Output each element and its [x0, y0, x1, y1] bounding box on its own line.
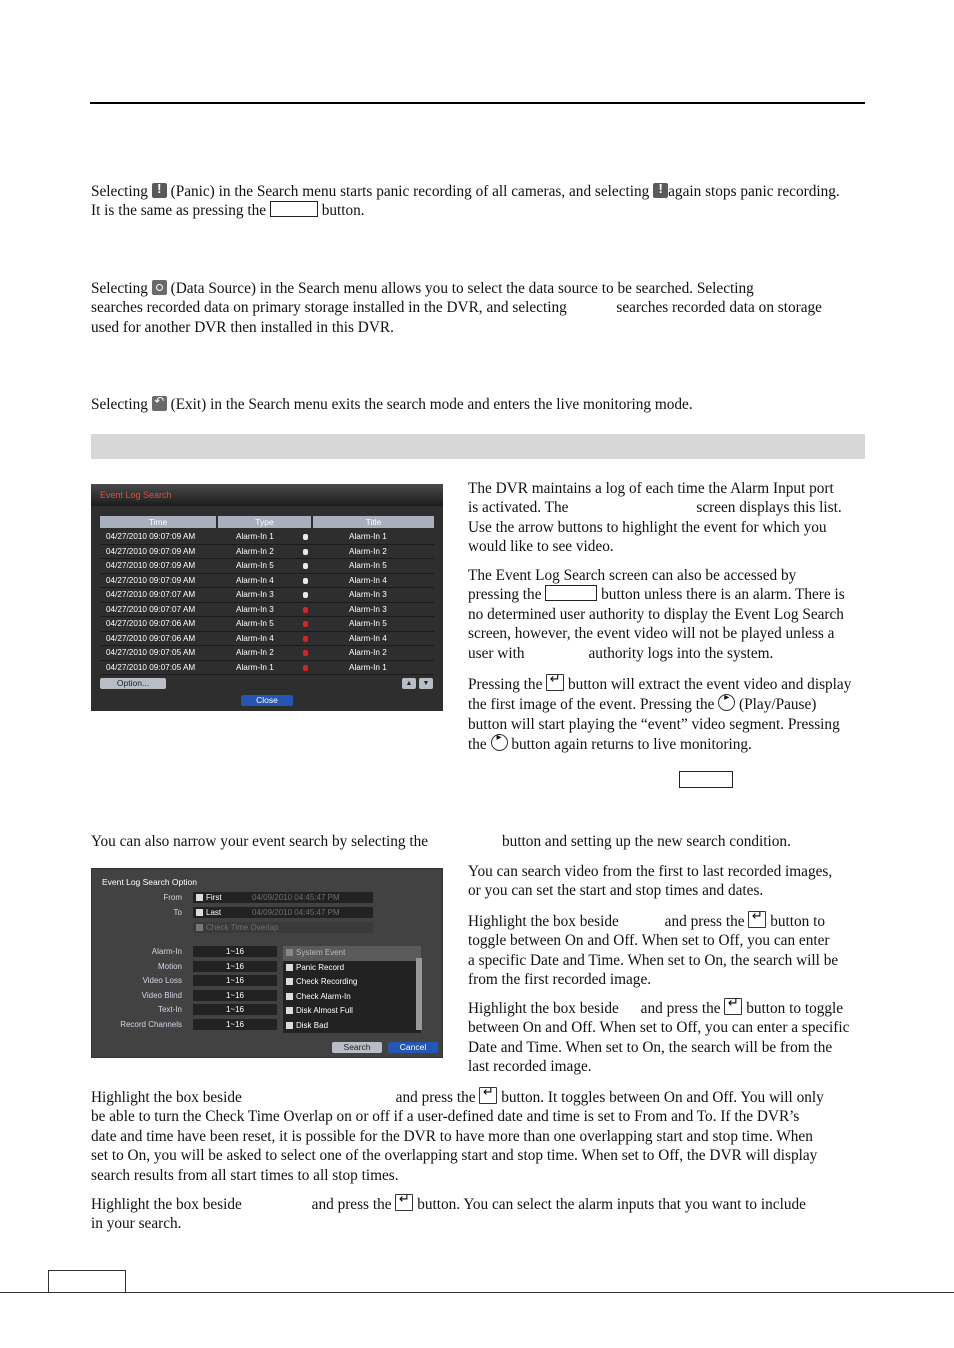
- data-source-text: searches recorded data on primary storage installed in the DVR, and selecting: [91, 299, 567, 317]
- event-flag-icon: [303, 607, 308, 613]
- event-flag-icon: [303, 665, 308, 671]
- section-heading-band: [91, 434, 865, 459]
- event-title: Alarm-In 3: [349, 590, 387, 599]
- scroll-down-button[interactable]: ▼: [419, 678, 433, 689]
- system-event-item[interactable]: [283, 1004, 421, 1019]
- event-title: Alarm-In 5: [349, 619, 387, 628]
- text-line: and press the: [395, 1089, 476, 1106]
- text-line: is activated. The: [468, 499, 569, 517]
- enter-icon: [748, 911, 766, 928]
- play-pause-icon: [491, 734, 508, 751]
- text-line: button and setting up the new search condition.: [502, 833, 791, 850]
- text-line: a specific Date and Time. When set to On, the search will be: [468, 951, 839, 969]
- event-label: Check Alarm-In: [296, 991, 351, 1001]
- to-datetime[interactable]: 04/09/2010 04:45:47 PM: [252, 908, 340, 917]
- event-type: Alarm-In 1: [236, 532, 274, 541]
- from-label: From: [163, 893, 182, 902]
- text-line: button will start playing the “event” video segment. Pressing: [468, 715, 840, 733]
- event-type: Alarm-In 2: [236, 648, 274, 657]
- criteria-label: Video Blind: [141, 990, 182, 1000]
- text-line: set to On, you will be asked to select one of the overlapping start and stop time. When set to Off, the DVR will display: [91, 1147, 818, 1165]
- enter-icon: [479, 1087, 497, 1104]
- event-label: Disk Bad: [296, 1020, 329, 1030]
- enter-icon: [724, 998, 742, 1015]
- text-line: and press the: [664, 913, 745, 930]
- event-type: Alarm-In 3: [236, 604, 274, 614]
- text-line: button again returns to live monitoring.: [511, 736, 752, 754]
- exit-icon: [152, 396, 167, 411]
- text-line: button to: [770, 913, 826, 930]
- event-time: 04/27/2010 09:07:09 AM: [106, 575, 196, 585]
- screen-title: Event Log Search: [100, 490, 172, 500]
- text-line: and press the: [311, 1196, 392, 1213]
- text-line: the: [468, 736, 487, 754]
- event-flag-icon: [303, 650, 308, 656]
- text-line: Highlight the box beside: [91, 1089, 242, 1106]
- event-type: Alarm-In 1: [236, 662, 274, 672]
- text-line: You can also narrow your event search by selecting the: [91, 833, 429, 850]
- text-line: search results from all start times to all stop times.: [91, 1166, 399, 1184]
- data-source-icon: [152, 280, 167, 295]
- column-header-title[interactable]: Title: [313, 516, 434, 528]
- system-event-header[interactable]: [283, 946, 421, 961]
- event-row[interactable]: [100, 574, 434, 589]
- event-title: Alarm-In 3: [349, 604, 387, 614]
- column-header-type[interactable]: Type: [218, 516, 311, 528]
- event-row[interactable]: [100, 617, 434, 632]
- text-line: the first image of the event. Pressing the: [468, 696, 715, 714]
- panic-text: Selecting: [91, 183, 148, 200]
- event-time: 04/27/2010 09:07:06 AM: [106, 619, 196, 628]
- criteria-label: Video Loss: [142, 976, 182, 985]
- event-log-paragraph-2: [468, 566, 862, 663]
- event-title: Alarm-In 5: [349, 561, 387, 570]
- option-button[interactable]: Option...: [100, 678, 166, 689]
- panic-icon: [653, 183, 668, 198]
- enter-icon: [546, 674, 564, 691]
- search-button[interactable]: Search: [332, 1042, 382, 1053]
- text-line: last recorded image.: [468, 1058, 592, 1076]
- event-checkbox[interactable]: [286, 993, 293, 1000]
- overlap-paragraph: [91, 1087, 863, 1185]
- system-event-item[interactable]: [283, 1019, 421, 1034]
- panic-paragraph: [91, 182, 863, 221]
- event-row[interactable]: [100, 530, 434, 545]
- text-line: (Play/Pause): [739, 696, 817, 714]
- criteria-range-field[interactable]: 1~16: [193, 961, 277, 972]
- event-time: 04/27/2010 09:07:05 AM: [106, 662, 196, 672]
- text-line: The Event Log Search screen can also be accessed by: [468, 567, 797, 584]
- data-source-text: used for another DVR then installed in this DVR.: [91, 318, 394, 336]
- criteria-range-field[interactable]: 1~16: [193, 1004, 277, 1015]
- criteria-range-field[interactable]: 1~16: [193, 946, 277, 957]
- event-checkbox[interactable]: [286, 1007, 293, 1014]
- event-title: Alarm-In 4: [349, 633, 387, 643]
- panic-text: It is the same as pressing the: [91, 202, 267, 220]
- event-type: Alarm-In 3: [236, 590, 274, 599]
- header-rule: [90, 102, 865, 104]
- exit-paragraph: [91, 395, 863, 414]
- screen-titlebar: [91, 484, 443, 506]
- system-event-item[interactable]: [283, 990, 421, 1005]
- data-source-text: searches recorded data on storage: [616, 299, 822, 317]
- from-field[interactable]: [193, 892, 373, 903]
- alarm-in-paragraph: [91, 1194, 863, 1234]
- narrow-search-paragraph: [91, 832, 863, 851]
- event-title: Alarm-In 1: [349, 662, 387, 672]
- event-flag-icon: [303, 563, 308, 569]
- text-line: Highlight the box beside: [468, 1000, 619, 1017]
- overlap-checkbox[interactable]: [196, 924, 203, 931]
- text-line: pressing the: [468, 586, 542, 604]
- text-line: from the first recorded image.: [468, 971, 652, 989]
- event-flag-icon: [303, 592, 308, 598]
- event-row[interactable]: [100, 603, 434, 618]
- event-checkbox[interactable]: [286, 978, 293, 985]
- text-line: user with: [468, 644, 525, 662]
- event-flag-icon: [303, 549, 308, 555]
- event-checkbox[interactable]: [286, 1022, 293, 1029]
- text-line: button. You can select the alarm inputs that you want to include: [417, 1196, 806, 1213]
- criteria-range-field[interactable]: 1~16: [193, 975, 277, 986]
- text-line: date and time have been reset, it is possible for the DVR to have more than one overlapping start and stop time. When: [91, 1127, 813, 1145]
- event-flag-icon: [303, 621, 308, 627]
- note-button-box: [679, 771, 733, 788]
- option-screen-title: Event Log Search Option: [102, 877, 197, 887]
- text-line: Pressing the: [468, 676, 543, 693]
- data-source-paragraph: [91, 279, 863, 337]
- event-log-paragraph-1: [468, 479, 862, 557]
- text-line: in your search.: [91, 1215, 182, 1233]
- event-time: 04/27/2010 09:07:09 AM: [106, 532, 196, 541]
- text-line: screen displays this list.: [696, 499, 842, 517]
- event-title: Alarm-In 2: [349, 648, 387, 657]
- event-time: 04/27/2010 09:07:09 AM: [106, 546, 196, 556]
- column-header-time[interactable]: Time: [100, 516, 216, 528]
- event-time: 04/27/2010 09:07:07 AM: [106, 590, 196, 599]
- text-line: toggle between On and Off. When set to Off, you can enter: [468, 932, 830, 950]
- play-pause-icon: [718, 694, 735, 711]
- criteria-range-field[interactable]: 1~16: [193, 990, 277, 1001]
- text-line: no determined user authority to display the Event Log Search: [468, 605, 844, 623]
- text-line: Date and Time. When set to On, the search will be from the: [468, 1038, 833, 1056]
- text-line: between On and Off. When set to Off, you can enter a specific: [468, 1019, 850, 1037]
- event-flag-icon: [303, 578, 308, 584]
- system-event-items: [283, 946, 421, 1033]
- panic-icon: [152, 183, 167, 198]
- event-log-search-screen: [91, 484, 443, 711]
- text-line: and press the: [640, 1000, 721, 1017]
- event-time: 04/27/2010 09:07:07 AM: [106, 604, 196, 614]
- panic-text: button.: [321, 202, 365, 220]
- event-list: [100, 530, 434, 675]
- data-source-text: (Data Source) in the Search menu allows you to select the data source to be searched. Selecting: [170, 280, 754, 297]
- event-type: Alarm-In 4: [236, 633, 274, 643]
- event-label: System Event: [296, 948, 346, 957]
- event-type: Alarm-In 2: [236, 546, 274, 556]
- event-row[interactable]: [100, 661, 434, 676]
- event-time: 04/27/2010 09:07:09 AM: [106, 561, 196, 570]
- text-line: be able to turn the Check Time Overlap on or off if a user-defined date and time is set to From and To. If the DVR’s: [91, 1108, 800, 1126]
- text-line: button unless there is an alarm. There is: [601, 586, 845, 604]
- event-row[interactable]: [100, 559, 434, 574]
- text-line: Highlight the box beside: [91, 1196, 242, 1213]
- event-time: 04/27/2010 09:07:06 AM: [106, 633, 196, 643]
- first-checkbox[interactable]: [196, 894, 203, 901]
- event-checkbox[interactable]: [286, 964, 293, 971]
- event-flag-icon: [303, 636, 308, 642]
- text-line: You can search video from the first to last recorded images,: [468, 863, 833, 880]
- system-event-list: [283, 946, 421, 1033]
- event-title: Alarm-In 1: [349, 532, 387, 541]
- event-label: Panic Record: [296, 962, 345, 972]
- criteria-label: Alarm-In: [151, 947, 182, 956]
- option-paragraph-1: [468, 862, 862, 901]
- system-event-item[interactable]: [283, 975, 421, 990]
- option-paragraph-2: [468, 911, 862, 990]
- event-log-paragraph-3: [468, 674, 862, 755]
- scrollbar[interactable]: [416, 958, 422, 1030]
- to-label: To: [173, 908, 182, 917]
- text-line: Highlight the box beside: [468, 913, 619, 930]
- event-label: Check Recording: [296, 977, 358, 986]
- last-label: Last: [206, 908, 222, 917]
- criteria-label: Text-In: [157, 1005, 182, 1014]
- exit-text: Selecting: [91, 396, 148, 413]
- scroll-up-button[interactable]: ▲: [402, 678, 416, 689]
- cancel-button[interactable]: Cancel: [388, 1042, 438, 1053]
- criteria-label: Motion: [157, 961, 182, 971]
- text-line: button will extract the event video and display: [568, 676, 852, 693]
- event-log-search-option-screen: [91, 868, 443, 1058]
- panic-text: (Panic) in the Search menu starts panic recording of all cameras, and selecting: [170, 183, 650, 200]
- panic-button-box: [270, 201, 318, 217]
- event-type: Alarm-In 5: [236, 561, 274, 570]
- text-line: button to toggle: [746, 1000, 844, 1017]
- event-checkbox[interactable]: [286, 949, 293, 956]
- page-number-tab: [48, 1270, 126, 1293]
- option-paragraph-3: [468, 998, 862, 1077]
- first-label: First: [206, 893, 222, 902]
- close-button[interactable]: Close: [241, 695, 293, 706]
- event-label: Disk Almost Full: [296, 1006, 353, 1015]
- event-time: 04/27/2010 09:07:05 AM: [106, 648, 196, 657]
- event-title: Alarm-In 2: [349, 546, 387, 556]
- event-row[interactable]: [100, 588, 434, 603]
- check-time-overlap-field[interactable]: [193, 922, 373, 933]
- text-line: or you can set the start and stop times and dates.: [468, 882, 764, 900]
- exit-text: (Exit) in the Search menu exits the search mode and enters the live monitoring mode.: [170, 396, 693, 413]
- event-row[interactable]: [100, 632, 434, 647]
- alarm-button-box: [545, 585, 597, 601]
- event-flag-icon: [303, 534, 308, 540]
- enter-icon: [395, 1194, 413, 1211]
- text-line: screen, however, the event video will not be played unless a: [468, 625, 835, 643]
- panic-text: again stops panic recording.: [668, 183, 840, 200]
- overlap-label: Check Time Overlap: [206, 923, 279, 932]
- text-line: button. It toggles between On and Off. You will only: [501, 1089, 824, 1106]
- text-line: authority logs into the system.: [588, 644, 774, 662]
- from-datetime[interactable]: 04/09/2010 04:45:47 PM: [252, 893, 340, 902]
- criteria-range-field[interactable]: 1~16: [193, 1019, 277, 1030]
- last-checkbox[interactable]: [196, 909, 203, 916]
- event-row[interactable]: [100, 545, 434, 560]
- to-field[interactable]: [193, 907, 373, 918]
- text-line: would like to see video.: [468, 538, 614, 556]
- data-source-text: Selecting: [91, 280, 148, 297]
- footer-rule: [0, 1292, 954, 1293]
- criteria-label: Record Channels: [120, 1019, 182, 1029]
- event-type: Alarm-In 4: [236, 575, 274, 585]
- event-row[interactable]: [100, 646, 434, 661]
- text-line: Use the arrow buttons to highlight the event for which you: [468, 518, 827, 536]
- text-line: The DVR maintains a log of each time the Alarm Input port: [468, 480, 834, 497]
- system-event-item[interactable]: [283, 961, 421, 976]
- event-type: Alarm-In 5: [236, 619, 274, 628]
- event-title: Alarm-In 4: [349, 575, 387, 585]
